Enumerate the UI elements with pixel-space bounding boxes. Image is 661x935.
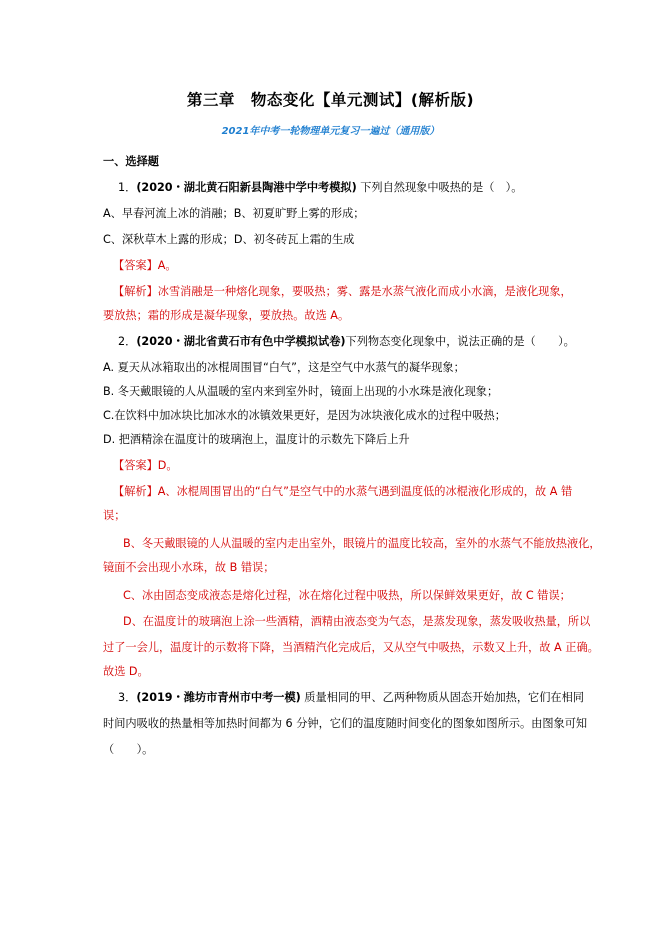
question-1-analysis-line: 要放热；霜的形成是凝华现象，要放热。故选 A。 [103, 309, 350, 322]
question-2-stem [118, 334, 575, 350]
question-2-analysis-line: D、在温度计的玻璃泡上涂一些酒精，酒精由液态变为气态，是蒸发现象，蒸发吸收热量，所以 [123, 615, 591, 628]
question-3-line: （ ）。 [103, 743, 154, 756]
question-1-stem [118, 180, 522, 196]
question-2-analysis-line: 镜面不会出现小水珠，故 B 错误； [103, 561, 275, 574]
question-3-stem [118, 690, 584, 706]
question-3-line: 时间内吸收的热量相等加热时间都为 6 分钟，它们的温度随时间变化的图象如图所示。由图象可知 [103, 717, 588, 730]
question-text: 下列自然现象中吸热的是（ ）。 [356, 181, 523, 194]
question-1-option-ab: A、早春河流上冰的消融；B、初夏旷野上雾的形成； [103, 207, 365, 220]
question-2-analysis-line: 过了一会儿，温度计的示数将下降，当酒精汽化完成后，又从空气中吸热，示数又上升，故 A 正确。 [103, 641, 599, 654]
question-1-answer: 【答案】A。 [113, 259, 177, 272]
question-2-analysis-line: 误； [103, 509, 126, 522]
question-number: 3． [118, 691, 137, 704]
question-2-option-a: A. 夏天从冰箱取出的冰棍周围冒“白气”，这是空气中水蒸气的凝华现象； [103, 361, 465, 374]
question-number: 1． [118, 181, 137, 194]
question-2-analysis-line: 【解析】A、冰棍周围冒出的“白气”是空气中的水蒸气遇到温度低的冰棍液化形成的，故 A 错 [113, 485, 573, 498]
question-text: 下列物态变化现象中，说法正确的是（ ）。 [345, 335, 575, 348]
section-heading: 一、选择题 [103, 155, 159, 168]
question-2-option-c: C.在饮料中加冰块比加冰水的冰镇效果更好，是因为冰块液化成水的过程中吸热； [103, 409, 506, 422]
question-source: (2019・潍坊市青州市中考一模) [136, 691, 301, 704]
page-title: 第三章 物态变化【单元测试】(解析版) [186, 91, 475, 109]
question-2-analysis-line: B、冬天戴眼镜的人从温暖的室内走出室外，眼镜片的温度比较高，室外的水蒸气不能放热液化， [123, 537, 601, 550]
page-subtitle: 2021年中考一轮物理单元复习一遍过（通用版） [221, 126, 440, 137]
question-2-option-b: B. 冬天戴眼镜的人从温暖的室内来到室外时，镜面上出现的小水珠是液化现象； [103, 385, 499, 398]
question-source: (2020・湖北省黄石市有色中学模拟试卷) [136, 335, 346, 348]
question-source: (2020・湖北黄石阳新县陶港中学中考模拟) [136, 181, 357, 194]
question-2-analysis-line: C、冰由固态变成液态是熔化过程，冰在熔化过程中吸热，所以保鲜效果更好，故 C 错误； [123, 589, 571, 602]
question-2-answer: 【答案】D。 [113, 459, 178, 472]
question-2-analysis-line: 故选 D。 [103, 665, 149, 678]
question-1-analysis-line: 【解析】冰雪消融是一种熔化现象，要吸热；雾、露是水蒸气液化而成小水滴，是液化现象， [113, 285, 572, 298]
question-1-option-cd: C、深秋草木上露的形成；D、初冬砖瓦上霜的生成 [103, 233, 355, 246]
question-text: 质量相同的甲、乙两种物质从固态开始加热，它们在相同 [300, 691, 584, 704]
question-2-option-d: D. 把酒精涂在温度计的玻璃泡上，温度计的示数先下降后上升 [103, 433, 410, 446]
question-number: 2． [118, 335, 137, 348]
